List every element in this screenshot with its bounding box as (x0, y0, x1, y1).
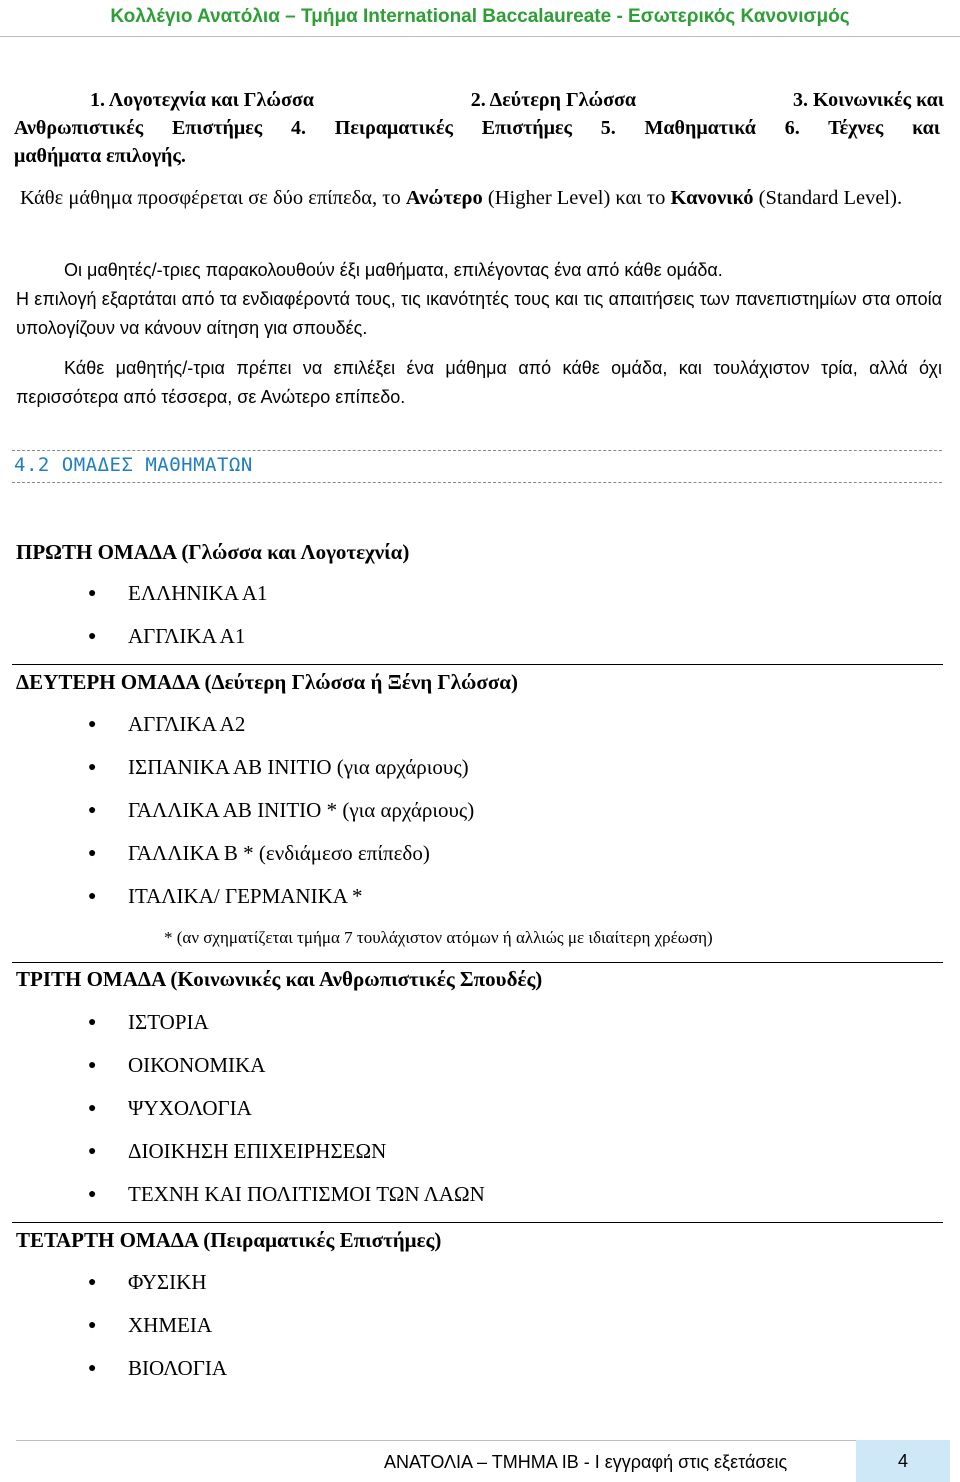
list-item: ● ΨΥΧΟΛΟΓΙΑ (88, 1096, 252, 1120)
intro-item-2: 2. Δεύτερη Γλώσσα (470, 89, 637, 111)
levels-text-1: Κάθε μάθημα προσφέρεται σε δύο επίπεδα, το (20, 187, 406, 209)
header-title: Κολλέγιο Ανατόλια – Τμήμα International Baccalaureate - Εσωτερικός Κανονισμός (110, 6, 850, 27)
intro-item-3: 3. Κοινωνικές και (792, 89, 944, 111)
intro-line-3: μαθήματα επιλογής. (14, 145, 186, 167)
bullet-icon: ● (88, 760, 97, 775)
section-rule-bottom (12, 482, 942, 483)
list-item: ● ΤΕΧΝΗ ΚΑΙ ΠΟΛΙΤΙΣΜΟΙ ΤΩΝ ΛΑΩΝ (88, 1182, 485, 1206)
list-item: ● ΧΗΜΕΙΑ (88, 1313, 212, 1337)
subject-groups-list (14, 86, 944, 170)
intro-item-1: 1. Λογοτεχνία και Γλώσσα (90, 89, 314, 111)
bullet-icon: ● (88, 1015, 97, 1030)
intro-line-2: Ανθρωπιστικές Επιστήμες 4. Πειραματικές Επιστήμες 5. Μαθηματικά 6. Τέχνες και (14, 117, 940, 139)
standard-level-label: Κανονικό (670, 187, 754, 209)
bullet-icon: ● (88, 889, 97, 904)
bullet-icon: ● (88, 1144, 97, 1159)
list-item: ● ΦΥΣΙΚΗ (88, 1270, 207, 1294)
header-rule (0, 36, 960, 37)
bullet-icon: ● (88, 846, 97, 861)
list-item: ● ΕΛΛΗΝΙΚΑ Α1 (88, 581, 268, 605)
footer-text: ΑΝΑΤΟΛΙΑ – ΤΜΗΜΑ ΙΒ - Ι εγγραφή στις εξετάσεις (384, 1452, 788, 1472)
paragraph-six-courses: Οι μαθητές/-τριες παρακολουθούν έξι μαθήματα, επιλέγοντας ένα από κάθε ομάδα. (64, 260, 723, 280)
higher-level-label: Ανώτερο (405, 187, 483, 209)
page-number: 4 (856, 1440, 950, 1482)
list-item: ● ΔΙΟΙΚΗΣΗ ΕΠΙΧΕΙΡΗΣΕΩΝ (88, 1139, 387, 1163)
section-rule-top (12, 450, 942, 451)
list-item: ● ΙΣΤΟΡΙΑ (88, 1010, 209, 1034)
group-divider (12, 962, 943, 963)
bullet-icon: ● (88, 1275, 97, 1290)
paragraph-choice: Η επιλογή εξαρτάται από τα ενδιαφέροντά τους, τις ικανότητές τους και τις απαιτήσεις των πανεπιστημίων στα οποία υπολογίζουν να κάνουν αίτηση για σπουδές. (16, 289, 942, 338)
list-item: ● ΓΑΛΛΙΚΑ Β * (ενδιάμεσο επίπεδο) (88, 841, 430, 865)
bullet-icon: ● (88, 1187, 97, 1202)
section-title: 4.2 ΟΜΑΔΕΣ ΜΑΘΗΜΑΤΩΝ (14, 454, 253, 476)
group-divider (12, 1222, 943, 1223)
levels-paragraph (20, 184, 940, 213)
bullet-icon: ● (88, 586, 97, 601)
levels-text-2: (Higher Level) και το (482, 187, 671, 209)
list-item: ● ΙΣΠΑΝΙΚΑ ΑΒ INITIO (για αρχάριους) (88, 755, 469, 779)
bullet-icon: ● (88, 803, 97, 818)
group-3-title: ΤΡΙΤΗ ΟΜΑΔΑ (Κοινωνικές και Ανθρωπιστικές Σπουδές) (16, 967, 543, 991)
paragraph-requirements: Κάθε μαθητής/-τρια πρέπει να επιλέξει ένα μάθημα από κάθε ομάδα, και τουλάχιστον τρία, αλλά όχι περισσότερα από τέσσερα, σε Ανώτερο επίπεδο. (16, 358, 942, 407)
bullet-icon: ● (88, 717, 97, 732)
group-2-title: ΔΕΥΤΕΡΗ ΟΜΑΔΑ (Δεύτερη Γλώσσα ή Ξένη Γλώσσα) (16, 670, 518, 694)
footer-rule (16, 1440, 946, 1441)
bullet-icon: ● (88, 1101, 97, 1116)
list-item: ● ΓΑΛΛΙΚΑ ΑΒ INITIO * (για αρχάριους) (88, 798, 475, 822)
bullet-icon: ● (88, 1058, 97, 1073)
bullet-icon: ● (88, 1361, 97, 1376)
levels-text-3: (Standard Level). (753, 187, 903, 209)
list-item: ● ΟΙΚΟΝΟΜΙΚΑ (88, 1053, 266, 1077)
list-item: ● ΑΓΓΛΙΚΑ Α2 (88, 712, 246, 736)
group-1-title: ΠΡΩΤΗ ΟΜΑΔΑ (Γλώσσα και Λογοτεχνία) (16, 540, 410, 564)
bullet-icon: ● (88, 629, 97, 644)
group-4-title: ΤΕΤΑΡΤΗ ΟΜΑΔΑ (Πειραματικές Επιστήμες) (16, 1228, 442, 1252)
bullet-icon: ● (88, 1318, 97, 1333)
list-item: ● ΒΙΟΛΟΓΙΑ (88, 1356, 227, 1380)
group-divider (12, 664, 943, 665)
list-item: ● ΑΓΓΛΙΚΑ Α1 (88, 624, 246, 648)
footnote: * (αν σχηματίζεται τμήμα 7 τουλάχιστον ατόμων ή αλλιώς με ιδιαίτερη χρέωση) (164, 928, 713, 947)
list-item: ● ΙΤΑΛΙΚΑ/ ΓΕΡΜΑΝΙΚΑ * (88, 884, 363, 908)
